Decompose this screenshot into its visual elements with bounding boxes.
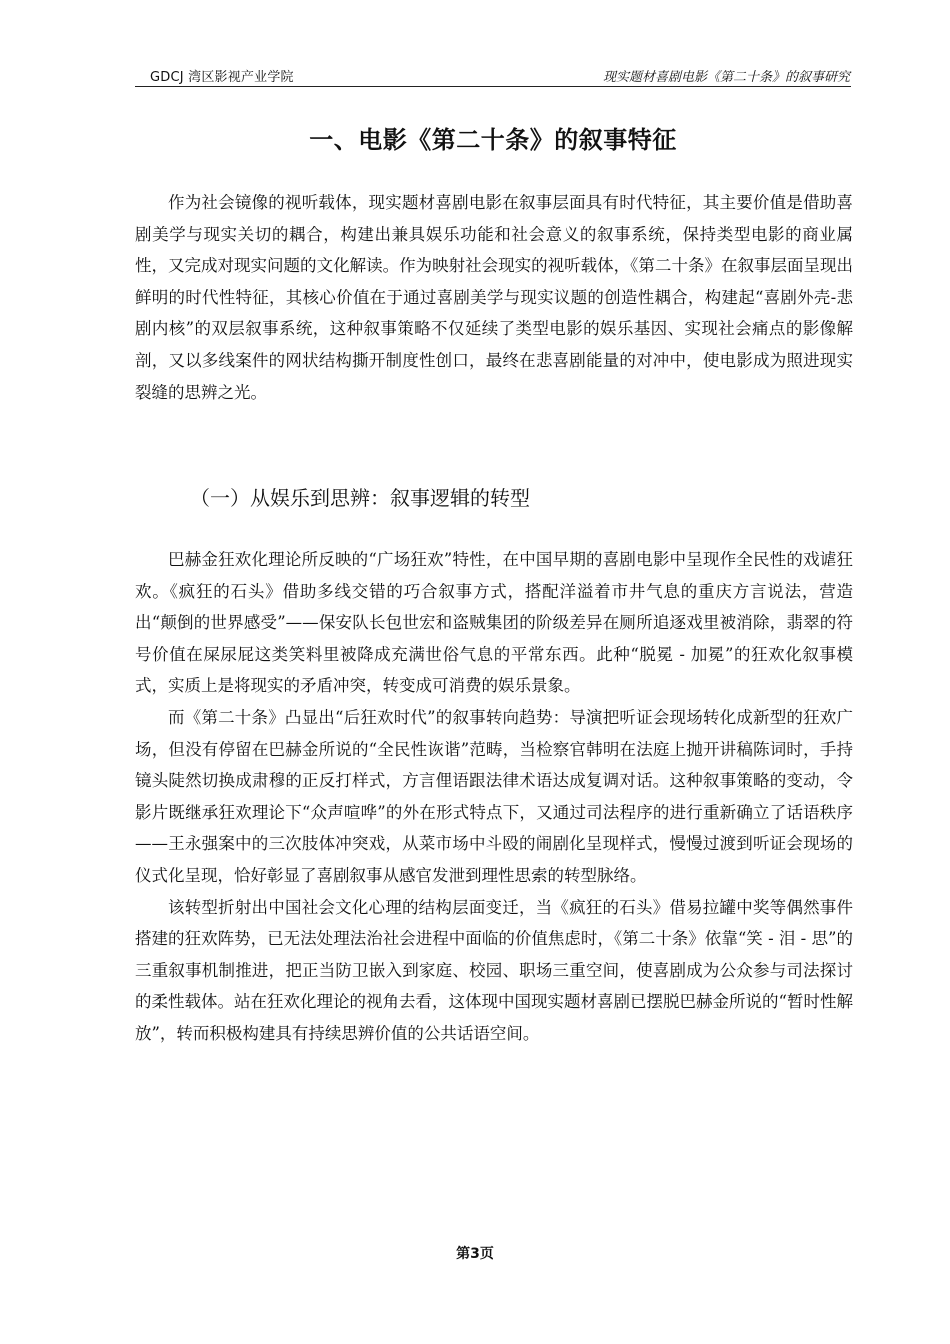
page-number: 第3页	[456, 1246, 494, 1262]
intro-paragraph: 作为社会镜像的视听载体，现实题材喜剧电影在叙事层面具有时代特征，其主要价值是借助喜剧美学与现实关切的耦合，构建出兼具娱乐功能和社会意义的叙事系统，保持类型电影的商业属性，又完成对现实问题的文化解读。作为映射社会现实的视听载体，《第二十条》在叙事层面呈现出鲜明的时代性特征，其核心价值在于通过喜剧美学与现实议题的创造性耦合，构建起“喜剧外壳-悲剧内核”的双层叙事系统，这种叙事策略不仅延续了类型电影的娱乐基因、实现社会痛点的影像解剖，又以多线案件的网状结构撕开制度性创口，最终在悲喜剧能量的对冲中，使电影成为照进现实裂缝的思辨之光。	[135, 193, 853, 402]
paragraph: 该转型折射出中国社会文化心理的结构层面变迁，当《疯狂的石头》借易拉罐中奖等偶然事件搭建的狂欢阵势，已无法处理法治社会进程中面临的价值焦虑时，《第二十条》依靠“笑 - 泪 - 思”的三重叙事机制推进，把正当防卫嵌入到家庭、校园、职场三重空间，使喜剧成为公众参与司法探讨的柔性载体。站在狂欢化理论的视角去看，这体现中国现实题材喜剧已摆脱巴赫金所说的“暂时性解放”，转而积极构建具有持续思辨价值的公共话语空间。	[135, 897, 853, 1043]
paragraph: 而《第二十条》凸显出“后狂欢时代”的叙事转向趋势：导演把听证会现场转化成新型的狂欢广场，但没有停留在巴赫金所说的“全民性诙谐”范畴，当检察官韩明在法庭上抛开讲稿陈词时，手持镜头陡然切换成肃穆的正反打样式，方言俚语跟法律术语达成复调对话。这种叙事策略的变动，令影片既继承狂欢理论下“众声喧哗”的外在形式特点下，又通过司法程序的进行重新确立了话语秩序——王永强案中的三次肢体冲突戏，从菜市场中斗殴的闹剧化呈现样式，慢慢过渡到听证会现场的仪式化呈现，恰好彰显了喜剧叙事从感官发泄到理性思索的转型脉络。	[135, 707, 853, 885]
header-paper-title: 现实题材喜剧电影《第二十条》的叙事研究	[602, 70, 850, 85]
header-institution: GDCJ 湾区影视产业学院	[150, 70, 294, 85]
paragraph: 巴赫金狂欢化理论所反映的“广场狂欢”特性，在中国早期的喜剧电影中呈现作全民性的戏谑狂欢。《疯狂的石头》借助多线交错的巧合叙事方式，搭配洋溢着市井气息的重庆方言说法，营造出“颠倒的世界感受”——保安队长包世宏和盗贼集团的阶级差异在厕所追逐戏里被消除，翡翠的符号价值在屎尿屁这类笑料里被降成充满世俗气息的平常东西。此种“脱冕 - 加冕”的狂欢化叙事模式，实质上是将现实的矛盾冲突，转变成可消费的娱乐景象。	[135, 550, 853, 696]
section-body	[135, 544, 853, 1050]
chapter-title: 一、电影《第二十条》的叙事特征	[309, 126, 677, 154]
section-title: （一）从娱乐到思辨：叙事逻辑的转型	[190, 486, 530, 510]
header-divider	[135, 86, 851, 87]
intro-section	[135, 187, 853, 408]
